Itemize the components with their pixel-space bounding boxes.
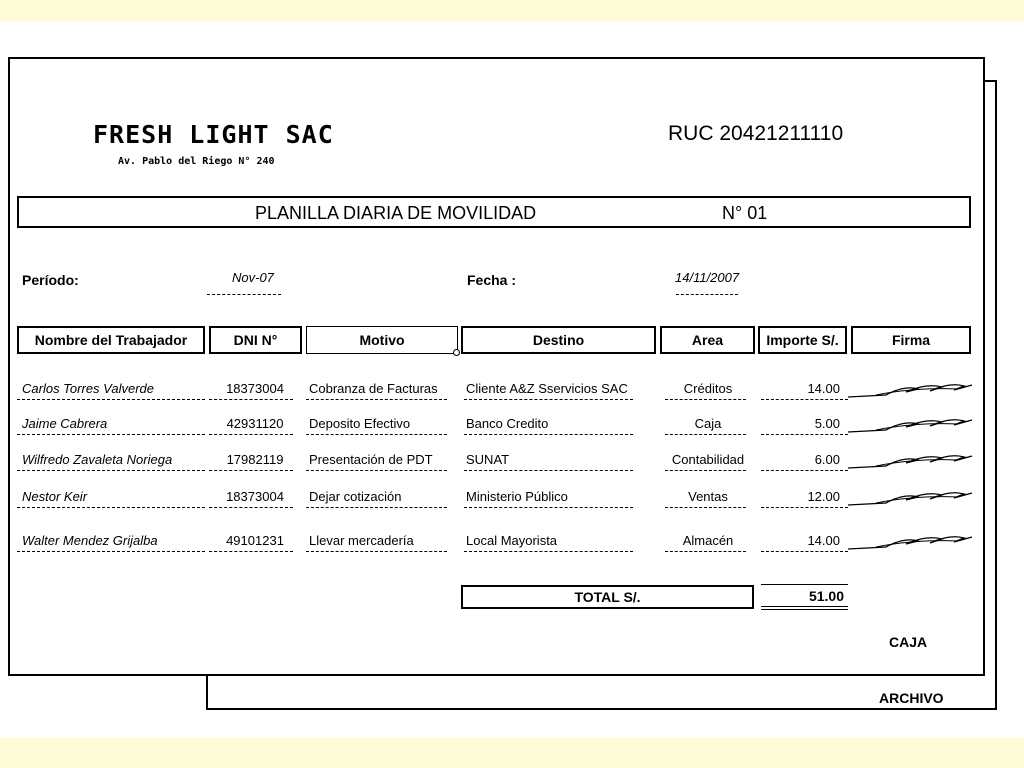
row-4-name: Nestor Keir [22, 489, 88, 504]
row-2-importe: 5.00 [814, 416, 840, 431]
header-importe: Importe S/. [758, 326, 847, 354]
signature-scribble-icon [846, 414, 974, 436]
header-firma: Firma [851, 326, 971, 354]
row-1-destino-underline [464, 399, 633, 400]
row-1-importe: 14.00 [807, 381, 840, 396]
signature-scribble-icon [846, 379, 974, 401]
total-label-box: TOTAL S/. [461, 585, 754, 609]
row-3-motivo-underline [306, 470, 447, 471]
row-4-name-underline [17, 507, 205, 508]
row-1-name: Carlos Torres Valverde [22, 381, 154, 396]
company-name: FRESH LIGHT SAC [93, 120, 334, 149]
signature-scribble-icon [846, 450, 974, 472]
cell-resize-handle [453, 349, 460, 356]
row-2-importe-underline [761, 434, 848, 435]
row-2-motivo-underline [306, 434, 447, 435]
row-4-destino: Ministerio Público [466, 489, 568, 504]
date-value: 14/11/2007 [675, 270, 740, 285]
row-1-dni: 18373004 [226, 381, 284, 396]
row-2-destino: Banco Credito [466, 416, 549, 431]
row-5-destino: Local Mayorista [466, 533, 558, 548]
row-3-name-underline [17, 470, 205, 471]
document-number: N° 01 [722, 203, 768, 223]
row-5-dni: 49101231 [226, 533, 284, 548]
header-area: Area [660, 326, 755, 354]
row-1-area: Créditos [683, 381, 733, 396]
row-3-name: Wilfredo Zavaleta Noriega [22, 452, 173, 467]
header-nombre: Nombre del Trabajador [17, 326, 205, 354]
period-label: Período: [22, 272, 79, 288]
period-underline [207, 294, 281, 295]
row-1-importe-underline [761, 399, 848, 400]
row-5-dni-underline [209, 551, 293, 552]
row-5-motivo: Llevar mercadería [309, 533, 414, 548]
row-4-importe: 12.00 [807, 489, 840, 504]
document-title: PLANILLA DIARIA DE MOVILIDAD [255, 203, 537, 223]
header-motivo: Motivo [306, 326, 458, 354]
row-5-destino-underline [464, 551, 633, 552]
row-1-motivo: Cobranza de Facturas [309, 381, 438, 396]
row-2-area: Caja [694, 416, 722, 431]
signature-scribble-icon [846, 531, 974, 553]
row-2-area-underline [665, 434, 746, 435]
row-4-destino-underline [464, 507, 633, 508]
row-5-area: Almacén [682, 533, 734, 548]
period-value: Nov-07 [232, 270, 274, 285]
row-2-dni-underline [209, 434, 293, 435]
row-5-name: Walter Mendez Grijalba [22, 533, 158, 548]
header-destino: Destino [461, 326, 656, 354]
top-background-band [0, 0, 1024, 21]
row-1-name-underline [17, 399, 205, 400]
row-5-importe: 14.00 [807, 533, 840, 548]
row-4-motivo-underline [306, 507, 447, 508]
bottom-background-band [0, 738, 1024, 768]
signature-scribble-icon [846, 487, 974, 509]
row-5-area-underline [665, 551, 746, 552]
row-3-dni-underline [209, 470, 293, 471]
total-value: 51.00 [808, 588, 844, 604]
total-underline-1 [761, 606, 848, 607]
row-3-destino-underline [464, 470, 633, 471]
archivo-label: ARCHIVO [879, 690, 944, 706]
row-1-dni-underline [209, 399, 293, 400]
row-4-area: Ventas [688, 489, 728, 504]
company-address: Av. Pablo del Riego N° 240 [118, 156, 275, 167]
row-5-motivo-underline [306, 551, 447, 552]
row-4-area-underline [665, 507, 746, 508]
row-2-destino-underline [464, 434, 633, 435]
row-4-importe-underline [761, 507, 848, 508]
row-1-area-underline [665, 399, 746, 400]
row-3-motivo: Presentación de PDT [309, 452, 433, 467]
row-3-importe: 6.00 [814, 452, 840, 467]
row-5-importe-underline [761, 551, 848, 552]
caja-label: CAJA [889, 634, 928, 650]
row-3-area: Contabilidad [671, 452, 745, 467]
row-1-motivo-underline [306, 399, 447, 400]
date-label: Fecha : [467, 272, 517, 288]
header-dni: DNI N° [209, 326, 302, 354]
row-3-importe-underline [761, 470, 848, 471]
date-underline [676, 294, 738, 295]
row-4-motivo: Dejar cotización [309, 489, 402, 504]
total-top-rule [761, 584, 848, 585]
row-2-name-underline [17, 434, 205, 435]
row-1-destino: Cliente A&Z Sservicios SAC [466, 381, 628, 396]
row-3-dni: 17982119 [226, 452, 284, 467]
row-3-destino: SUNAT [466, 452, 510, 467]
row-2-dni: 42931120 [226, 416, 284, 431]
row-2-name: Jaime Cabrera [22, 416, 108, 431]
ruc-number: RUC 20421211110 [668, 122, 844, 145]
row-4-dni: 18373004 [226, 489, 284, 504]
total-underline-2 [761, 609, 848, 610]
row-3-area-underline [665, 470, 746, 471]
row-4-dni-underline [209, 507, 293, 508]
row-2-motivo: Deposito Efectivo [309, 416, 411, 431]
row-5-name-underline [17, 551, 205, 552]
